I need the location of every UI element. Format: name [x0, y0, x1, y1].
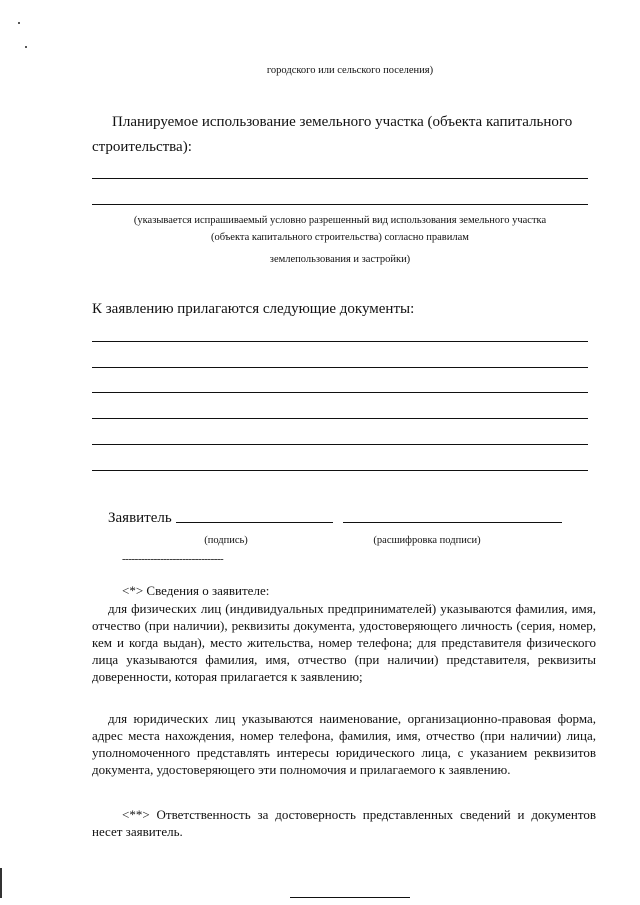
planned-use-note-line3: землепользования и застройки) — [269, 254, 411, 265]
footnote2: <**> Ответственность за достоверность представленных сведений и документов несет заявитель. — [92, 807, 596, 839]
footnote-separator: -------------------------------- — [122, 553, 224, 565]
decoding-caption: (расшифровка подписи) — [373, 535, 481, 546]
planned-use-heading-line2: строительства): — [92, 139, 192, 155]
attachment-fill-line — [92, 341, 588, 342]
scan-mark — [18, 22, 20, 24]
attachment-fill-line — [92, 470, 588, 471]
footnote1-paragraph2: для юридических лиц указываются наименование, организационно-правовая форма, адрес места нахождения, номер телефона, фамилия, имя, отчество (при наличии) лица, уполномоченного представлять интересы юридического лица, с указанием реквизитов документа, удостоверяющего эти полномочия и прилагаемого к заявлению. — [92, 711, 596, 777]
footnote1-paragraph1: для физических лиц (индивидуальных предпринимателей) указываются фамилия, имя, отчество (при наличии), реквизиты документа, удостоверяющего личность (серия, номер, кем и когда выдан), место жительства, номер телефона; для представителя физического лица указываются фамилия, имя, отчество (при наличии) представителя, реквизиты доверенности, которая прилагается к заявлению; — [92, 601, 596, 684]
planned-use-fill-line — [92, 178, 588, 179]
attachment-fill-line — [92, 367, 588, 368]
footnote1-title: <*> Сведения о заявителе: — [122, 583, 270, 598]
attachment-fill-line — [92, 392, 588, 393]
planned-use-heading-line1: Планируемое использование земельного участка (объекта капитального — [112, 114, 573, 130]
attachments-heading: К заявлению прилагаются следующие документы: — [92, 301, 415, 317]
scan-edge-mark — [0, 868, 2, 898]
attachment-fill-line — [92, 444, 588, 445]
signature-decoding-line — [343, 522, 562, 523]
planned-use-fill-line — [92, 204, 588, 205]
settlement-caption: городского или сельского поселения) — [266, 65, 434, 76]
planned-use-note-line1: (указывается испрашиваемый условно разрешенный вид использования земельного участка — [133, 215, 547, 226]
signature-line — [176, 522, 333, 523]
attachment-fill-line — [92, 418, 588, 419]
planned-use-note-line2: (объекта капитального строительства) согласно правилам — [211, 232, 469, 243]
scan-mark — [25, 46, 27, 48]
page-bottom-line — [290, 897, 410, 898]
applicant-label: Заявитель — [108, 510, 172, 526]
signature-caption: (подпись) — [204, 535, 248, 546]
